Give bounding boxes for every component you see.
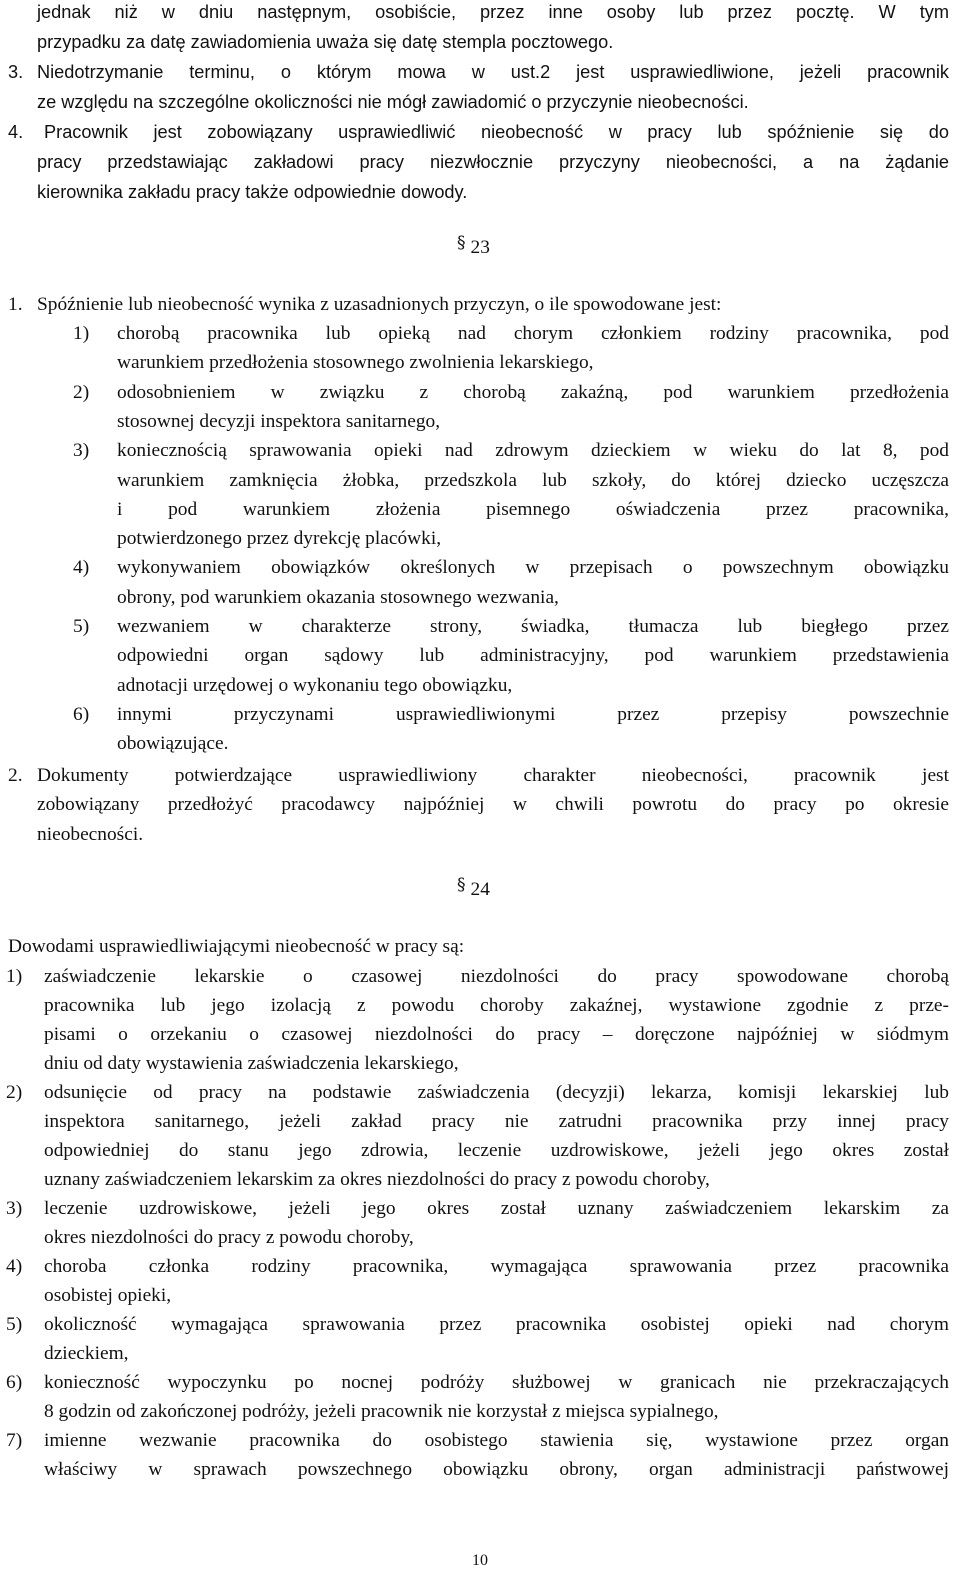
list-item-line: okoliczność wymagająca sprawowania przez pracownika osobistej opieki nad chorym	[44, 1314, 949, 1335]
list-item-line: uznany zaświadczeniem lekarskim za okres niezdolności do pracy z powodu choroby,	[44, 1169, 710, 1190]
list-item-line: wykonywaniem obowiązków określonych w przepisach o powszechnym obowiązku	[117, 557, 949, 579]
list-item-number: 6)	[73, 703, 90, 725]
section-number: 23	[470, 237, 490, 258]
list-item-number: 6)	[6, 1372, 23, 1393]
list-item-line: leczenie uzdrowiskowe, jeżeli jego okres został uznany zaświadczeniem lekarskim za	[44, 1198, 949, 1219]
list-item-line: warunkiem zamknięcia żłobka, przedszkola lub szkoły, do której dziecko uczęszcza	[117, 469, 949, 491]
list-item-line: chorobą pracownika lub opieką nad chorym członkiem rodziny pracownika, pod	[117, 323, 949, 344]
list-item-line: właściwy w sprawach powszechnego obowiązku obrony, organ administracji państwowej	[44, 1459, 949, 1480]
paragraph-line: zobowiązany przedłożyć pracodawcy najpóźniej w chwili powrotu do pracy po okresie	[37, 794, 949, 816]
paragraph-line: pracy przedstawiając zakładowi pracy niezwłocznie przyczyny nieobecności, a na żądanie	[37, 152, 949, 172]
list-item-line: imienne wezwanie pracownika do osobistego stawienia się, wystawione przez organ	[44, 1430, 949, 1451]
list-item-number: 4)	[73, 557, 90, 579]
list-item-line: koniecznością sprawowania opieki nad zdrowym dzieckiem w wieku do lat 8, pod	[117, 440, 949, 462]
list-item-line: wezwaniem w charakterze strony, świadka, tłumacza lub biegłego przez	[117, 616, 949, 637]
list-item-line: adnotacji urzędowej o wykonaniu tego obowiązku,	[117, 674, 513, 696]
list-item-line: odpowiedniej do stanu jego zdrowia, leczenie uzdrowiskowe, jeżeli jego okres został	[44, 1140, 949, 1161]
list-item-line: osobistej opieki,	[44, 1285, 172, 1306]
list-item-line: zaświadczenie lekarskie o czasowej niezdolności do pracy spowodowane chorobą	[44, 966, 949, 987]
list-item-line: stosownej decyzji inspektora sanitarnego,	[117, 410, 441, 432]
list-item-number: 3)	[6, 1198, 23, 1219]
list-item-line: odsunięcie od pracy na podstawie zaświadczenia (decyzji) lekarza, komisji lekarskiej lub	[44, 1082, 949, 1103]
list-item-number: 2)	[73, 381, 90, 403]
section-mark: §	[457, 233, 466, 253]
paragraph-line: ze względu na szczególne okoliczności nie mógł zawiadomić o przyczynie nieobecności.	[37, 92, 749, 112]
section-mark: §	[457, 875, 466, 895]
list-item-line: konieczność wypoczynku po nocnej podróży służbowej w granicach nie przekraczających	[44, 1372, 949, 1393]
paragraph-number: 3.	[8, 62, 24, 82]
section-heading-24	[457, 875, 490, 900]
list-item-number: 3)	[73, 440, 90, 462]
list-item-line: pisami o orzekaniu o czasowej niezdolności do pracy – doręczone najpóźniej w siódmym	[44, 1024, 949, 1045]
paragraph-line: Niedotrzymanie terminu, o którym mowa w ust.2 jest usprawiedliwione, jeżeli pracownik	[37, 62, 949, 82]
paragraph-line: Dokumenty potwierdzające usprawiedliwiony charakter nieobecności, pracownik jest	[37, 765, 949, 786]
paragraph-line: jednak niż w dniu następnym, osobiście, przez inne osoby lub przez pocztę. W tym	[37, 2, 949, 22]
list-item-line: dniu od daty wystawienia zaświadczenia lekarskiego,	[44, 1053, 459, 1074]
paragraph-number: 1.	[8, 294, 23, 315]
paragraph-line: Spóźnienie lub nieobecność wynika z uzasadnionych przyczyn, o ile spowodowane jest:	[37, 294, 722, 315]
list-item-number: 1)	[73, 323, 90, 344]
paragraph-line: kierownika zakładu pracy także odpowiednie dowody.	[37, 182, 468, 202]
section-heading-23	[457, 233, 490, 258]
list-item-line: potwierdzonego przez dyrekcję placówki,	[117, 528, 442, 550]
paragraph-number: 4.	[8, 122, 24, 142]
list-item-line: 8 godzin od zakończonej podróży, jeżeli pracownik nie korzystał z miejsca sypialnego,	[44, 1401, 719, 1422]
list-item-line: dzieckiem,	[44, 1343, 129, 1364]
list-item-line: obowiązujące.	[117, 733, 229, 755]
list-item-number: 2)	[6, 1082, 23, 1103]
paragraph-number: 2.	[8, 765, 23, 786]
list-item-line: choroba członka rodziny pracownika, wymagająca sprawowania przez pracownika	[44, 1256, 949, 1277]
paragraph-line: nieobecności.	[37, 823, 144, 845]
list-item-number: 5)	[6, 1314, 23, 1335]
list-item-line: odosobnieniem w związku z chorobą zakaźną, pod warunkiem przedłożenia	[117, 381, 949, 403]
list-item-line: inspektora sanitarnego, jeżeli zakład pracy nie zatrudni pracownika przy innej pracy	[44, 1111, 949, 1132]
list-item-number: 5)	[73, 616, 90, 637]
list-item-number: 1)	[6, 966, 23, 987]
section-number: 24	[470, 879, 490, 900]
paragraph-line: Pracownik jest zobowiązany usprawiedliwić nieobecność w pracy lub spóźnienie się do	[44, 122, 949, 142]
paragraph-line: Dowodami usprawiedliwiającymi nieobecność w pracy są:	[8, 936, 465, 957]
page-number: 10	[472, 1552, 488, 1569]
list-item-line: pracownika lub jego izolacją z powodu choroby zakaźnej, wystawione zgodnie z prze-	[44, 995, 949, 1016]
list-item-line: okres niezdolności do pracy z powodu choroby,	[44, 1227, 414, 1248]
list-item-line: innymi przyczynami usprawiedliwionymi przez przepisy powszechnie	[117, 703, 949, 725]
list-item-line: obrony, pod warunkiem okazania stosownego wezwania,	[117, 586, 559, 608]
list-item-line: odpowiedni organ sądowy lub administracyjny, pod warunkiem przedstawienia	[117, 645, 949, 667]
list-item-number: 4)	[6, 1256, 23, 1277]
paragraph-line: przypadku za datę zawiadomienia uważa się datę stempla pocztowego.	[37, 32, 614, 52]
list-item-line: i pod warunkiem złożenia pisemnego oświadczenia przez pracownika,	[117, 498, 949, 520]
list-item-line: warunkiem przedłożenia stosownego zwolnienia lekarskiego,	[117, 352, 594, 374]
list-item-number: 7)	[6, 1430, 23, 1451]
